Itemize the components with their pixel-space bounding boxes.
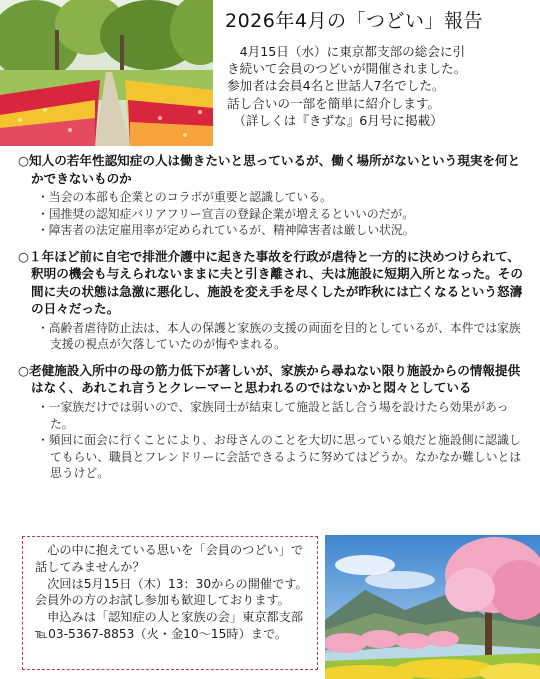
invitation-line: 次回は5月15日（木）13：30からの開催です。会員外の方のお試し参加も歓迎しております。 [35,576,308,608]
discussion-topic [18,152,530,239]
topic-heading [18,152,530,187]
topic-comments [18,189,530,239]
topic-marker: ○ [18,362,29,378]
topic-heading-text: 知人の若年性認知症の人は働きたいと思っているが、働く場所がないという現実を何とかできないものか [29,153,521,186]
topic-heading-text: １年ほど前に自宅で排泄介護中に起きた事故を行政が虐待と一方的に決めつけられて、釈明の機会も与えられないままに夫と引き離され、夫は施設に短期入所となった。その間に夫の状態は急激に悪化し、施設を変え手を尽くしたが昨秋には亡くなるという怒濤の日々だった。 [29,248,523,317]
intro-line: 参加者は会員4名と世話人7名でした。 [227,78,445,94]
invitation-line: 申込みは「認知症の人と家族の会」東京都支部 ℡03-5367-8853（火・金10〜15時）まで。 [35,610,316,641]
topic-heading-text: 老健施設入所中の母の筋力低下が著しいが、家族から尋ねない限り施設からの情報提供はなく、あれこれ言うとクレーマーと思われるのではないかと悶々としている [29,362,521,396]
comment-item: ・一家族だけでは弱いので、家族同士が結束して施設と話し合う場を設けたら効果があった。 [37,399,509,431]
comment-item: ・国推奨の認知症バリアフリー宣言の登録企業が増えるといいのだが。 [37,206,415,221]
intro-line: （詳しくは『きずな』6月号に掲載） [227,112,443,128]
invitation-line: 心の中に抱えている思いを「会員のつどい」で話してみませんか？ [35,543,304,574]
page-title: 2026年4月の「つどい」報告 [225,10,483,32]
tulip-garden-photo [0,0,213,146]
topic-marker: ○ [18,153,29,168]
invitation-box [22,536,318,670]
intro-line: き続いて会員のつどいが開催されました。 [227,61,467,77]
topic-heading [18,248,530,318]
discussion-sections [18,152,530,491]
comment-item: ・頻回に面会に行くことにより、お母さんのことを大切に思っている娘だと施設側に認識してもらい、職員とフレンドリーに会話できるように努めてはどうか。なかなか難しいとは思うけど。 [37,433,522,481]
comment-item: ・当会の本部も企業とのコラボが重要と認識している。 [37,190,332,204]
topic-heading [18,362,530,397]
topic-comments [18,320,530,353]
intro-line: 話し合いの一部を簡単に紹介します。 [227,95,441,111]
discussion-topic [18,362,530,482]
cherry-blossom-rapeseed-photo [325,535,540,679]
topic-marker: ○ [18,248,29,264]
comment-item: ・高齢者虐待防止法は、本人の保護と家族の支援の両面を目的としているが、本件では家族支援の視点が欠落していたのが悔やまれる。 [37,320,521,352]
discussion-topic [18,248,530,353]
comment-item: ・障害者の法定雇用率が定められているが、精神障害者は厳しい状況。 [37,223,415,238]
intro-line: 4月15日（水）に東京都支部の総会に引 [227,44,466,59]
intro-text [227,43,537,129]
topic-comments [18,399,530,482]
